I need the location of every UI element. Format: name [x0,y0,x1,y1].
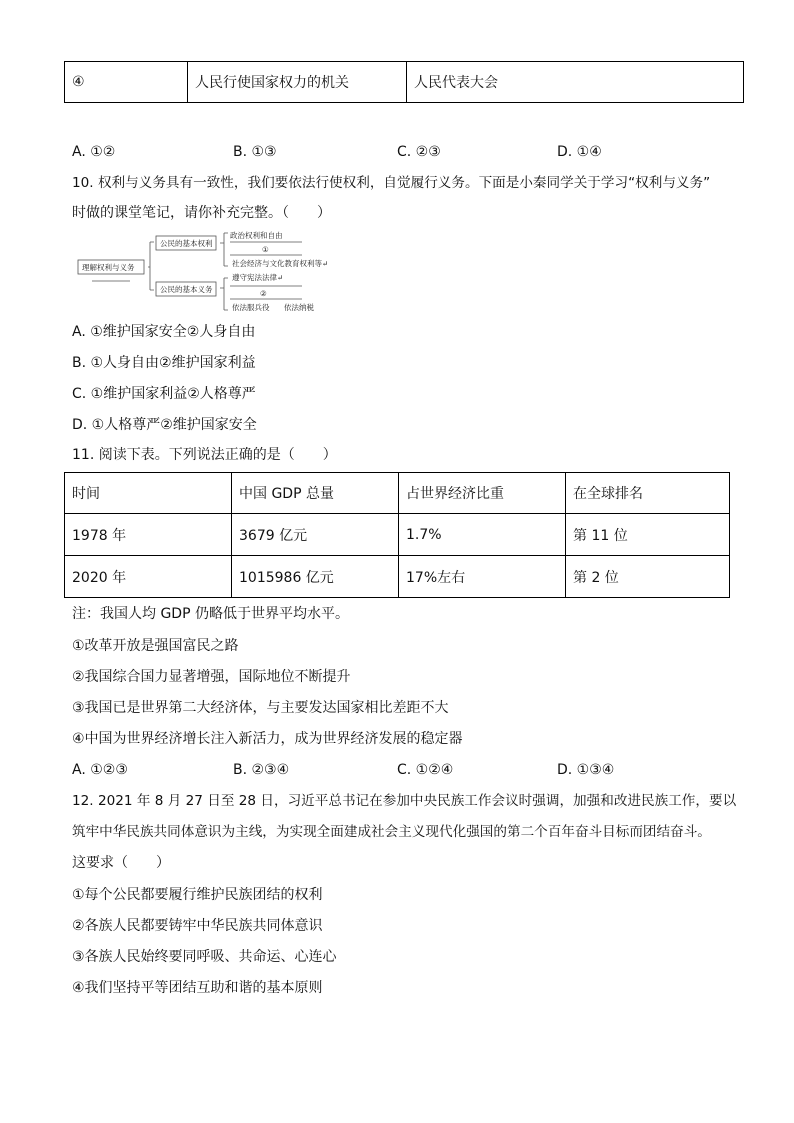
table-cell: 1.7% [399,514,566,556]
option-b: B. ②③④ [233,762,290,778]
table-row [65,556,730,598]
q11-statement-3: ③我国已是世界第二大经济体，与主要发达国家相比差距不大 [72,700,449,716]
option-a: A. ①② [72,144,116,160]
q11-stem: 11. 阅读下表。下列说法正确的是（ ） [72,447,337,463]
option-d: D. ①③④ [557,762,615,778]
table-row [65,62,744,103]
q10-option-d: D. ①人格尊严②维护国家安全 [72,417,257,433]
option-d: D. ①④ [557,144,602,160]
q10-option-a: A. ①维护国家安全②人身自由 [72,324,256,340]
header-cell: 占世界经济比重 [399,473,566,514]
table-row [65,514,730,556]
option-c: C. ②③ [397,144,441,160]
q11-statement-1: ①改革开放是强国富民之路 [72,638,239,654]
table-cell: 人民行使国家权力的机关 [188,62,407,103]
rights-item-2: ① [262,245,269,254]
q11-note: 注：我国人均 GDP 仍略低于世界平均水平。 [72,606,349,622]
gdp-table [64,472,730,598]
duties-item-1: 遵守宪法法律↵ [232,273,284,282]
duties-item-4: 依法纳税 [284,303,314,312]
duties-item-2: ② [260,289,267,298]
q10-stem-line1: 10. 权利与义务具有一致性，我们要依法行使权利，自觉履行义务。下面是小秦同学关于学习“权利与义务” [72,175,711,191]
table-cell: ④ [65,62,188,103]
q12-statement-4: ④我们坚持平等团结互助和谐的基本原则 [72,980,323,996]
table-cell: 17%左右 [399,556,566,598]
option-a: A. ①②③ [72,762,128,778]
q12-stem-line1: 12. 2021 年 8 月 27 日至 28 日，习近平总书记在参加中央民族工作会议时强调，加强和改进民族工作，要以 [72,793,737,809]
rights-item-1: 政治权利和自由 [230,231,283,240]
q10-option-b: B. ①人身自由②维护国家利益 [72,355,256,371]
rights-item-3: 社会经济与文化教育权利等↵ [232,259,329,268]
option-c: C. ①②④ [397,762,454,778]
q10-option-c: C. ①维护国家利益②人格尊严 [72,386,256,402]
top-table [64,61,744,103]
header-cell: 时间 [65,473,232,514]
q12-stem-line3: 这要求（ ） [72,855,170,871]
q10-stem-line2: 时做的课堂笔记，请你补充完整。（ ） [72,205,331,221]
table-cell: 第 2 位 [566,556,730,598]
table-cell: 人民代表大会 [407,62,744,103]
q12-statement-2: ②各族人民都要铸牢中华民族共同体意识 [72,918,323,934]
header-cell: 中国 GDP 总量 [232,473,399,514]
q11-statement-2: ②我国综合国力显著增强，国际地位不断提升 [72,669,351,685]
table-cell: 1015986 亿元 [232,556,399,598]
header-cell: 在全球排名 [566,473,730,514]
q11-statement-4: ④中国为世界经济增长注入新活力，成为世界经济发展的稳定器 [72,731,463,747]
q12-statement-1: ①每个公民都要履行维护民族团结的权利 [72,887,323,903]
diagram-root: 理解权利与义务 [82,263,135,272]
q10-diagram [70,228,350,316]
duties-item-3: 依法服兵役 [232,303,270,312]
table-cell: 第 11 位 [566,514,730,556]
q12-statement-3: ③各族人民始终要同呼吸、共命运、心连心 [72,949,337,965]
table-cell: 1978 年 [65,514,232,556]
table-cell: 2020 年 [65,556,232,598]
option-b: B. ①③ [233,144,277,160]
table-header-row [65,473,730,514]
table-cell: 3679 亿元 [232,514,399,556]
q12-stem-line2: 筑牢中华民族共同体意识为主线，为实现全面建成社会主义现代化强国的第二个百年奋斗目标而团结奋斗。 [72,824,711,840]
branch-rights: 公民的基本权利 [160,239,213,248]
branch-duties: 公民的基本义务 [160,285,213,294]
